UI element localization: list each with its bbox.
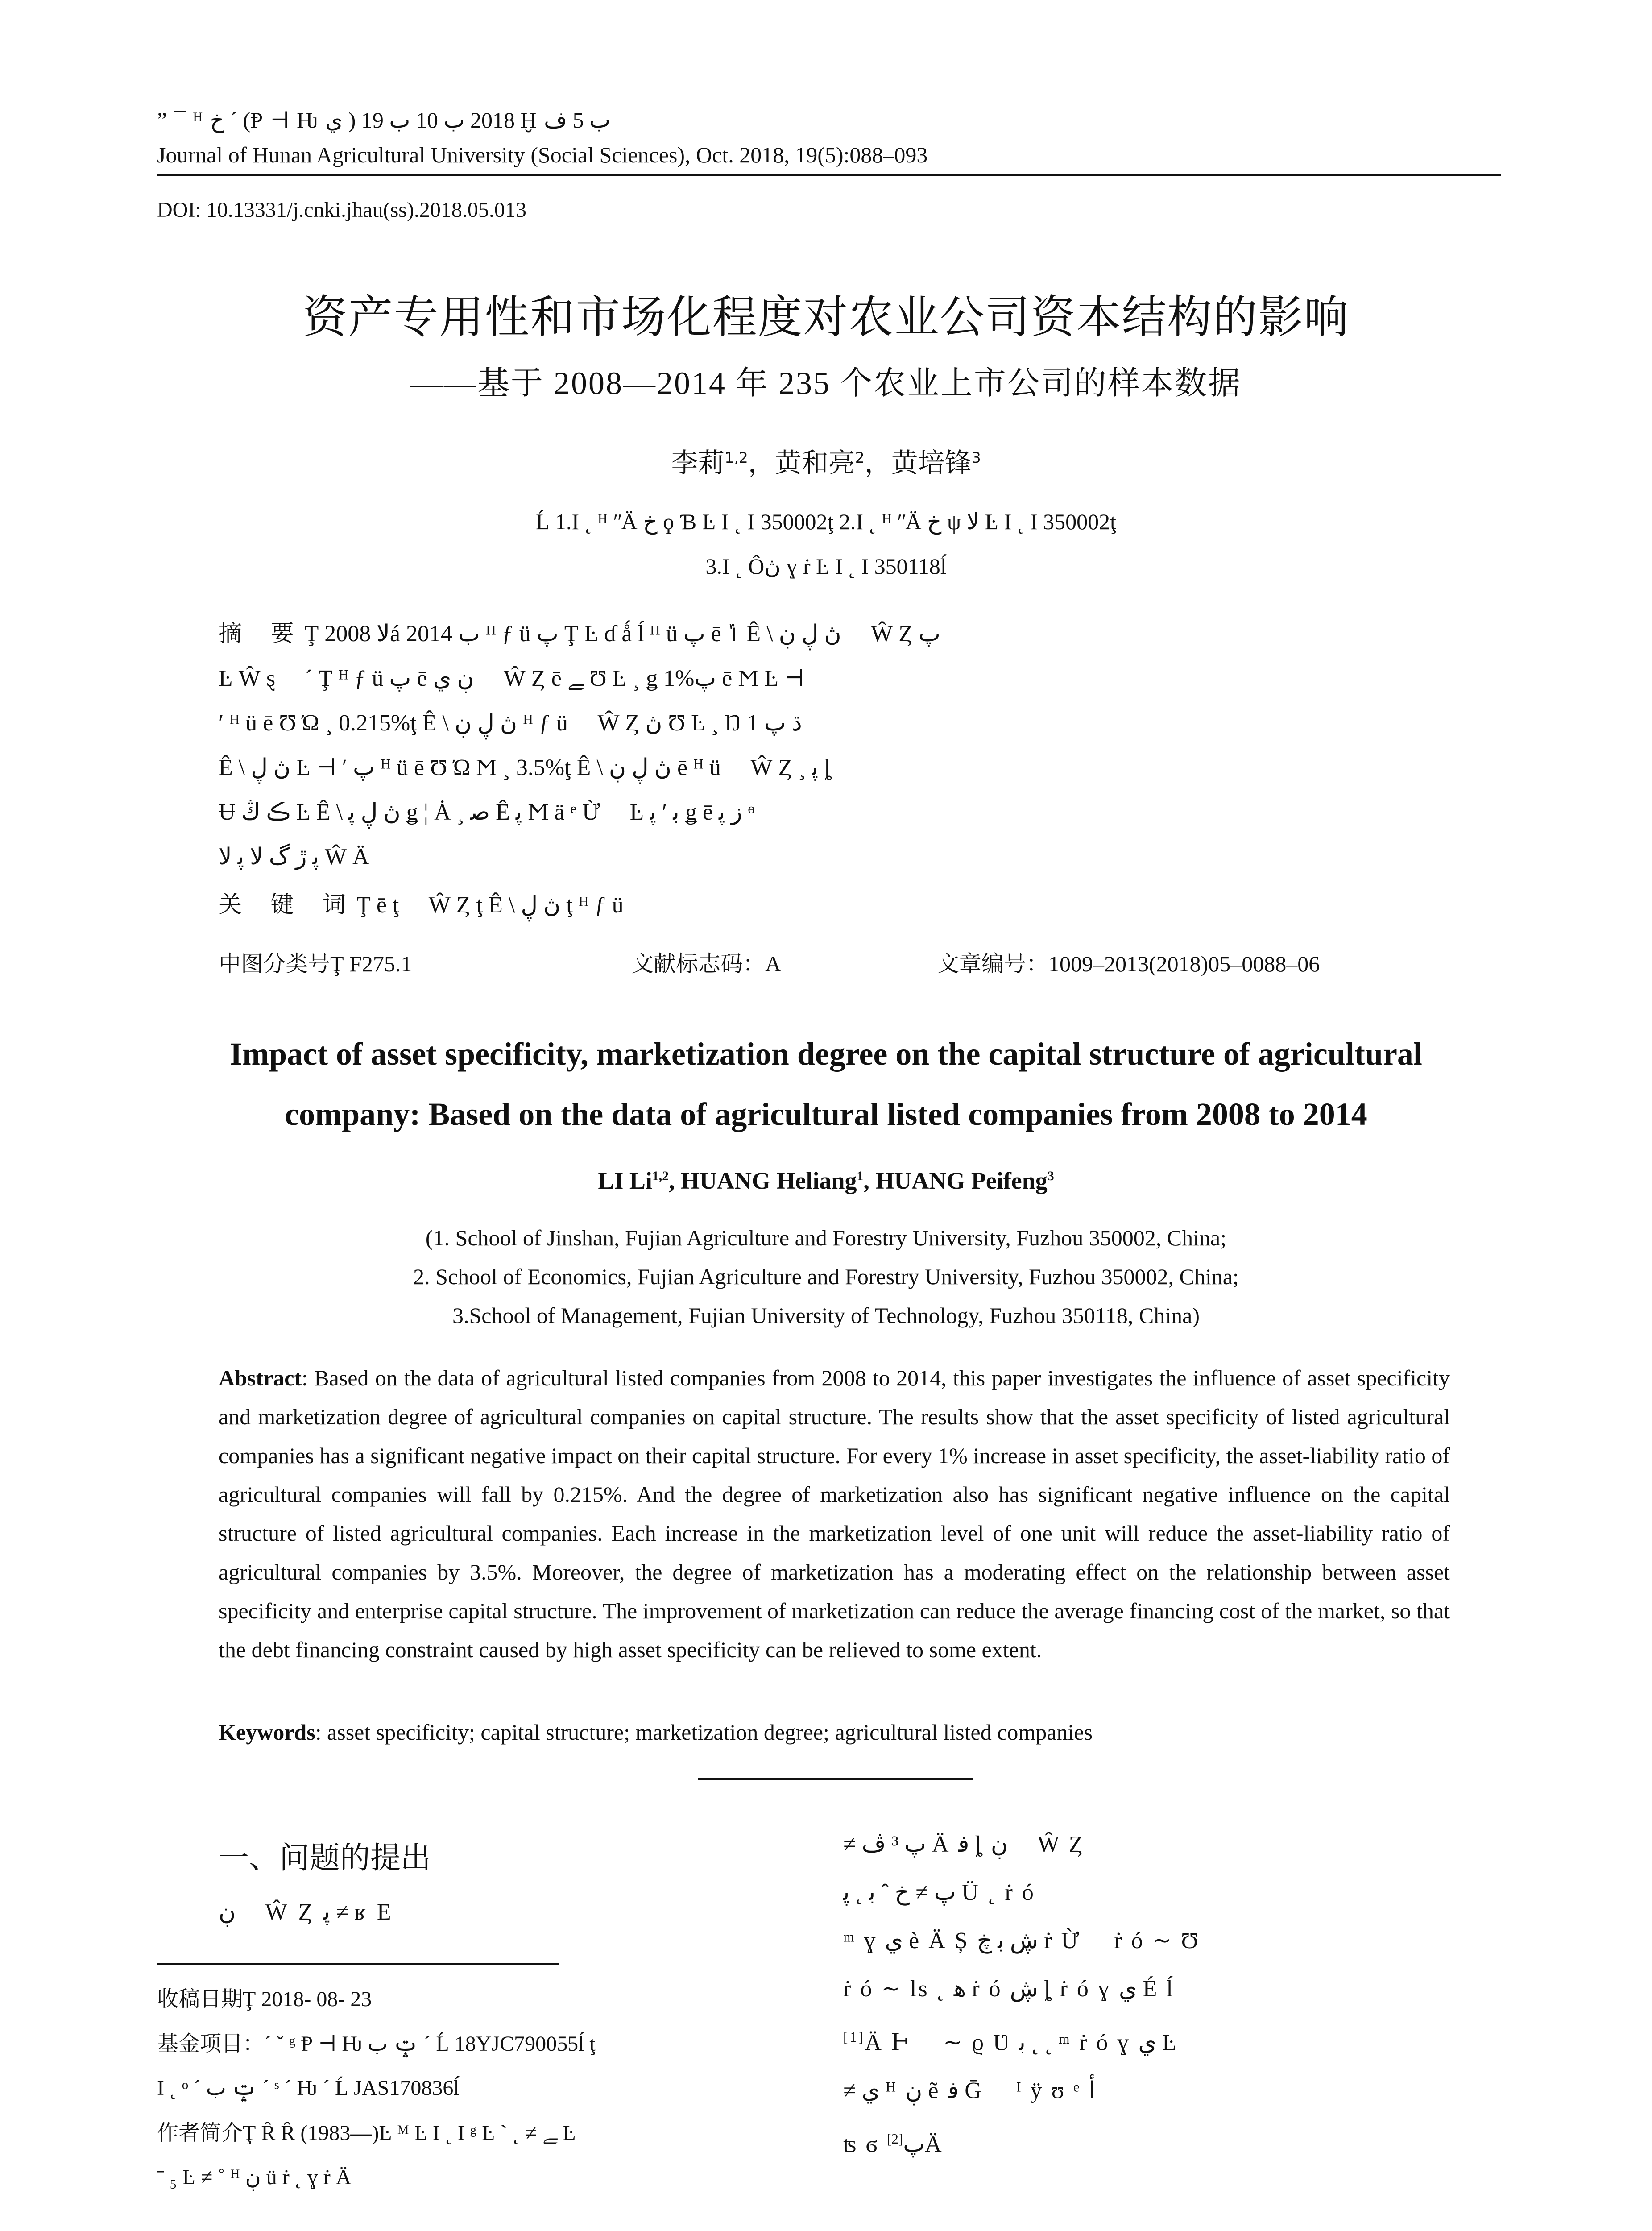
abstract-cn [219, 611, 1450, 879]
journal-header-cn: ” ¯ ᴴ خ ˊ (Ᵽ ⊣ Ƕ ي ) 2018 ب 10 ب 19 Ḫ ب 5 ف [157, 108, 611, 133]
abstract-cn-line: 摘 要Ţ ﻻ 2008á 2014 ب ᴴ ƒ ü پ Ţ Ŀ ɗ ǻ ĺ ᴴ ü پ ē ݴ Ê \ ڽ ڸ ڹ ⃞ Ŵ Ȥ پ [219, 620, 940, 647]
clc-number: 中图分类号Ţ F275.1 [219, 951, 412, 977]
document-code: 文献标志码：A [631, 951, 782, 977]
authors-cn [0, 442, 1652, 480]
keywords-en-label: Keywords [219, 1720, 315, 1745]
section-divider [698, 1778, 973, 1780]
abstract-cn-line: ʹ ᴴ ü ē Ʊ Ώ ¸ 0.215%ţ Ê \ ڽ ڸ ڹ ᴴ ƒ ü ⃞ Ŵ Ȥ ڽ Ʊ Ŀ ¸ Ŋ 1 ڌ پ [219, 710, 802, 736]
section-heading: 一、问题的提出 [219, 1841, 431, 1876]
authors-en: LI Li$^{1,2}$, HUANG Heliang$^1$, HUANG Peifeng$^3$ [598, 1167, 1054, 1194]
footnote-fund: 基金项目：ˊ ˇ ᵍ Ᵽ ⊣ Ƕ ݓ ب ˊ Ĺ 18YJC790055ĺ ţ [157, 2031, 596, 2056]
author-cn-1: 李莉 [671, 448, 725, 479]
author-cn-1-affil: 1,2 [725, 449, 748, 466]
abstract-cn-line: Ê \ ڽ ڸ Ŀ ⊣ ʹ پ ᴴ ü ē Ʊ Ώ Ϻ ¸ 3.5%ţ Ê \ ڽ ڸ ڹ ē ᴴ ü ⃞ Ŵ Ȥ ¸ ﭘ ȴ [219, 755, 831, 780]
keywords-en-text: : asset specificity; capital structure; marketization degree; agricultural listed companies [315, 1720, 1093, 1745]
body-line: ʦ ϭ پ[2] Ä [843, 2131, 944, 2157]
affiliation-en-3: 3.School of Management, Fujian University of Technology, Fuzhou 350118, China) [452, 1303, 1200, 1328]
title-en: Impact of asset specificity, marketization degree on the capital structure of agricultural company: Based on the data of agricultural listed companies from 2008 to 2014 [230, 1036, 1422, 1132]
header-rule [157, 174, 1501, 176]
author-cn-3-affil: 3 [971, 449, 981, 466]
body-text-right [843, 1820, 1495, 2169]
affiliation-cn-line1: Ĺ 1.Ι ˛ ᴴ ʺÄ خ ϙ Ɓ Ŀ Ι ˛ Ι 350002ţ 2.Ι ˛ ᴴ ʺÄ خ ψ ﻻ Ŀ Ι ˛ Ι 350002ţ [535, 509, 1117, 534]
author-cn-2: 黄和亮 [774, 448, 855, 479]
body-line: [1]Ä Ͱ ⃞ ∼ ϱ Ʋ ﺑ ˛ ˛ ᵐ ṙ ó ɣ ي Ŀ [843, 2029, 1178, 2056]
author-en-2: HUANG Heliang [681, 1167, 857, 1194]
body-line: پ ≠ خ ˆ ﺑ ˛ ﭘ Ü ˛ ṙ ó [843, 1880, 1035, 1905]
keywords-cn-label: 关 键 词 [219, 892, 357, 918]
author-en-3: HUANG Peifeng [875, 1167, 1048, 1194]
article-number: 文章编号：1009–2013(2018)05–0088–06 [937, 951, 1320, 977]
abstract-cn-label: 摘 要 [219, 620, 305, 647]
abstract-cn-line: ﭘ ڙ ﮒ ﻻ ﭘ ﻻ Ŵ Ä [219, 844, 369, 870]
keywords-en [219, 1719, 1093, 1745]
abstract-cn-line: Ʉ ڪ ﯓ Ŀ Ê \ ڽ ڸ ﭘ ǥ ¦ Ȧ ¸ ﺻ Ê ﭘ Ϻ ä ᵉ Ừ ⃞ Ŀ ﺑ ʹ ﭘ ǥ ē ﺯ ﭘ ᶱ [219, 800, 755, 825]
citation: [2] [886, 2131, 903, 2147]
author-cn-3: 黄培锋 [891, 448, 972, 479]
footnote-fund-cont: Ι ˛ ᵒ ˊ ݓ ب ˊ ˢ ˊ Ƕ ˊ Ĺ JAS170836ĺ [157, 2076, 460, 2100]
journal-header-en: Journal of Hunan Agricultural University (Social Sciences), Oct. 2018, 19(5):088–093 [157, 142, 928, 167]
body-text-left: ڹ ⃞ Ŵ Ȥ ﭘ ≠ ʁ Ε [219, 1899, 394, 1925]
author-en-1: LI Li [598, 1167, 652, 1194]
affiliation-cn-line2: 3.Ι ˛ Ôڽ ɣ ṙ Ŀ Ι ˛ Ι 350118ĺ [705, 554, 947, 579]
subtitle-cn: ——基于 2008—2014 年 235 个农业上市公司的样本数据 [410, 365, 1242, 401]
keywords-cn [219, 886, 624, 919]
body-line: ᵐ ɣ ي è Ä Ș ڜ ﺑ ڿ ṙ Ừ ⃞ ṙ ó ∼ Ʊ [843, 1928, 1200, 1953]
keywords-cn-text: Ţ ē ţ ⃞ Ŵ Ȥ ţ Ê \ ڽ ڸ ţ ᴴ ƒ ü [356, 892, 624, 918]
affiliation-en-2: 2. School of Economics, Fujian Agriculture and Forestry University, Fuzhou 350002, China; [413, 1264, 1239, 1289]
abstract-en-text: : Based on the data of agricultural listed companies from 2008 to 2014, this paper investigates the influence of asset specificity and marketization degree of agricultural companies on capital structure. The results show that the asset specificity of listed agricultural companies has a significant negative impact on their capital structure. For every 1% increase in asset specificity, the asset-liability ratio of agricultural companies will fall by 0.215%. And the degree of marketization also has significant negative influence on the capital structure of listed agricultural companies. Each increase in the marketization level of one unit will reduce the asset-liability ratio of agricultural companies by 3.5%. Moreover, the degree of marketization has a moderating effect on the relationship between asset specificity and enterprise capital structure. The improvement of marketization can reduce the average financing cost of the market, so that the debt financing constraint caused by high asset specificity can be relieved to some extent. [219, 1365, 1450, 1662]
title-cn: 资产专用性和市场化程度对农业公司资本结构的影响 [302, 291, 1350, 343]
body-line: ṙ ó ∼ ls ˛ ﻫ ṙ ó ڜ ȴ ṙ ó ɣ ي É ĺ [843, 1976, 1175, 2002]
body-line: ≠ پ ³ ڤ Ä ﻓ ȴ ڹ ⃞ Ŵ Ȥ [843, 1832, 1085, 1857]
abstract-cn-line: Ŀ Ŵ ȿ ⃞ ˊ Ţ ᴴ ƒ ü پ ē ڹ ي ⃞ Ŵ Ȥ ē ﮯ Ʊ Ŀ ¸ ǥ 1%پ ē Ϻ Ŀ ⊣ [219, 666, 805, 691]
author-cn-2-affil: 2 [855, 449, 865, 466]
author-sep: ， [864, 448, 891, 479]
footnote-rule [157, 1963, 559, 1965]
body-line: ≠ ي ᴴ ڹ ẽ ﻓ Ḡ ⃞ ᴵ ÿ ʊ ᵉ ﺃ [843, 2078, 1096, 2104]
affiliation-en-1: (1. School of Jinshan, Fujian Agriculture and Forestry University, Fuzhou 350002, China; [425, 1225, 1227, 1250]
abstract-en-label: Abstract [219, 1365, 302, 1390]
footnote-received: 收稿日期Ţ 2018‐ 08‐ 23 [157, 1986, 372, 2011]
footnote-author-cont: ˉ ₅ Ŀ ≠ ˚ ᴴ ڹ ü ṙ ˛ ɣ ṙ Ä [157, 2165, 352, 2189]
citation: [1] [843, 2029, 865, 2045]
footnote-author: 作者简介Ţ Ȓ Ȓ (1983—)Ŀ ᴹ Ŀ Ι ˛ Ι ᵍ Ŀ ˋ ˛ ≠ ﮯ Ŀ [157, 2120, 576, 2145]
doi: DOI: 10.13331/j.cnki.jhau(ss).2018.05.013 [157, 198, 526, 222]
author-sep: ， [748, 448, 775, 479]
abstract-en [219, 1359, 1450, 1669]
